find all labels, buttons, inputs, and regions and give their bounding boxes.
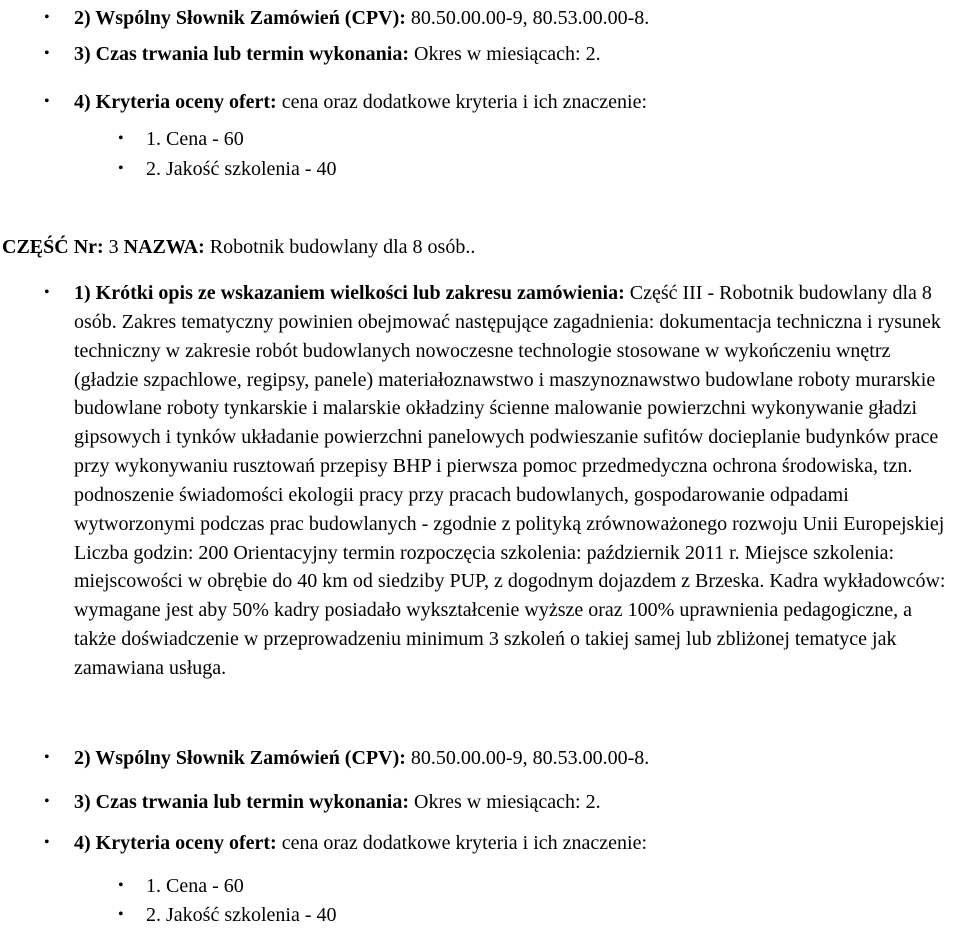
duration-label: 3) Czas trwania lub termin wykonania: xyxy=(74,791,410,813)
criterion-quality-top: 2. Jakość szkolenia - 40 xyxy=(146,158,337,180)
criterion-quality-bottom: 2. Jakość szkolenia - 40 xyxy=(146,904,337,926)
duration-label: 3) Czas trwania lub termin wykonania: xyxy=(74,43,410,65)
criteria-value: cena oraz dodatkowe kryteria i ich znaczenie: xyxy=(276,91,648,113)
bullet: • xyxy=(44,749,50,766)
cpv-value: 80.50.00.00-9, 80.53.00.00-8. xyxy=(405,747,650,769)
description-text: Część III - Robotnik budowlany dla 8 osób. Zakres tematyczny powinien obejmować następujące zagadnienia: dokumentacja techniczna i rysunek techniczny w zakresie robót budowlanych nowoczesne technologie stosowane w wykończeniu wnętrz (gładzie szpachlowe, regipsy, panele) materiałoznawstwo i maszynoznawstwo budowlane roboty murarskie budowlane roboty tynkarskie i malarskie okładziny ścienne malowanie powierzchni wykonywanie gładzi gipsowych i tynków układanie powierzchni panelowych podwieszanie sufitów docieplanie budynków prace przy wykonywaniu rusztowań przepisy BHP i pierwsza pomoc przedmedyczna ochrona środowiska, tzn. podnoszenie świadomości ekologii pracy przy pracach budowlanych, gospodarowanie odpadami wytworzonymi podczas prac budowlanych - zgodnie z polityką zrównoważonego rozwoju Unii Europejskiej Liczba godzin: 200 Orientacyjny termin rozpoczęcia szkolenia: październik 2011 r. Miejsce szkolenia: miejscowości w obrębie do 40 km od siedziby PUP, z dogodnym dojazdem z Brzeska. Kadra wykładowców: wymagane jest aby 50% kadry posiadało wykształcenie wyższe oraz 100% uprawnienia pedagogiczne, a także doświadczenie w przeprowadzeniu minimum 3 szkoleń o takiej samej lub zbliżonej tematyce jak zamawiana usługa. xyxy=(74,282,946,679)
part-prefix: CZĘŚĆ Nr: xyxy=(2,236,104,258)
bullet: • xyxy=(44,793,50,810)
criterion-price-bottom: 1. Cena - 60 xyxy=(146,875,244,897)
bullet: • xyxy=(118,130,124,147)
cpv-item-top xyxy=(74,4,649,32)
bullet: • xyxy=(118,906,124,923)
criteria-item-top xyxy=(74,88,647,116)
bullet: • xyxy=(44,93,50,110)
criterion-price-top: 1. Cena - 60 xyxy=(146,128,244,150)
duration-value: Okres w miesiącach: 2. xyxy=(409,791,601,813)
cpv-item-bottom xyxy=(74,744,649,772)
cpv-label: 2) Wspólny Słownik Zamówień (CPV): xyxy=(74,7,406,29)
part-heading xyxy=(2,233,475,261)
criteria-label: 4) Kryteria oceny ofert: xyxy=(74,91,277,113)
part-name: Robotnik budowlany dla 8 osób.. xyxy=(204,236,476,258)
bullet: • xyxy=(118,160,124,177)
criteria-item-bottom xyxy=(74,829,647,857)
bullet: • xyxy=(44,834,50,851)
description-paragraph xyxy=(74,279,958,683)
duration-value: Okres w miesiącach: 2. xyxy=(409,43,601,65)
part-number: 3 xyxy=(103,236,124,258)
cpv-value: 80.50.00.00-9, 80.53.00.00-8. xyxy=(405,7,650,29)
bullet: • xyxy=(44,9,50,26)
criteria-label: 4) Kryteria oceny ofert: xyxy=(74,832,277,854)
duration-item-top xyxy=(74,40,601,68)
criteria-value: cena oraz dodatkowe kryteria i ich znaczenie: xyxy=(276,832,648,854)
description-label: 1) Krótki opis ze wskazaniem wielkości lub zakresu zamówienia: xyxy=(74,282,625,304)
duration-item-bottom xyxy=(74,788,601,816)
bullet: • xyxy=(44,45,50,62)
bullet: • xyxy=(44,284,50,301)
bullet: • xyxy=(118,877,124,894)
part-name-label: NAZWA: xyxy=(123,236,205,258)
cpv-label: 2) Wspólny Słownik Zamówień (CPV): xyxy=(74,747,406,769)
